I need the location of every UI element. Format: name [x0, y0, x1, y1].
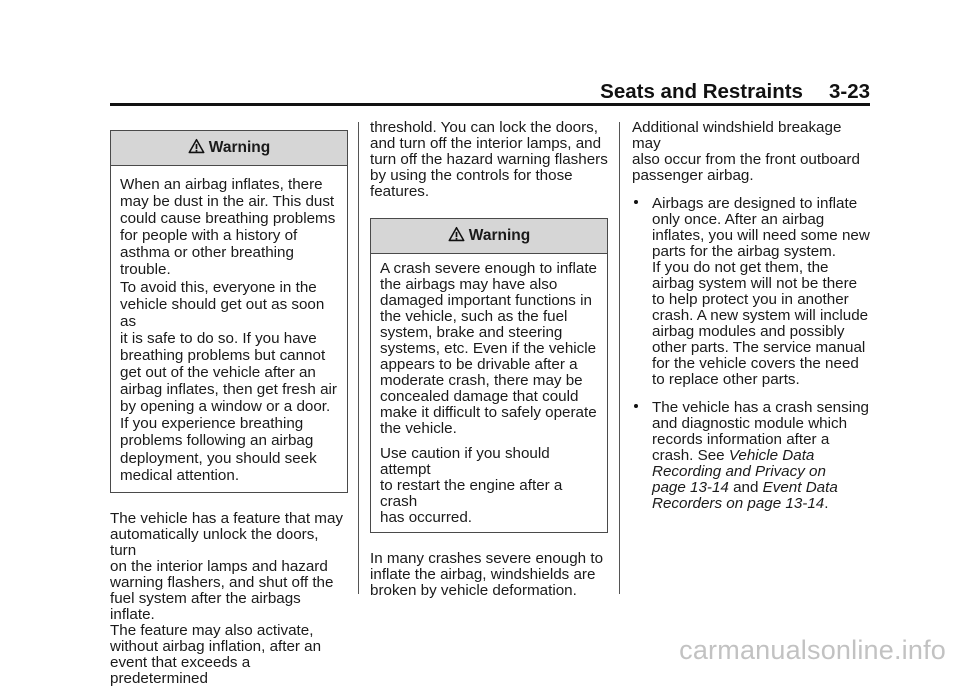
text-line: broken by vehicle deformation.: [370, 582, 577, 599]
text-line: Use caution if you should attempt: [380, 445, 550, 478]
warning-header: [371, 219, 607, 254]
text-line: moderate crash, there may be: [380, 372, 583, 389]
text-line: The vehicle has a crash sensing: [652, 399, 869, 416]
list-item: [632, 196, 872, 388]
text-line: breathing problems but cannot: [120, 346, 326, 364]
text-line: asthma or other breathing trouble.: [120, 244, 294, 279]
text-line: If you do not get them, the: [652, 259, 829, 276]
text-line: To avoid this, everyone in the: [120, 278, 317, 296]
text-line: features.: [370, 183, 430, 200]
text-line: systems, etc. Even if the vehicle: [380, 340, 597, 357]
text-line: The feature may also activate,: [110, 621, 314, 639]
text-line: airbag system will not be there: [652, 275, 858, 292]
header-rule: [110, 103, 870, 106]
text-line: on the interior lamps and hazard: [110, 557, 328, 575]
text-line: passenger airbag.: [632, 167, 754, 184]
column-divider-2: [619, 122, 620, 594]
cross-reference-link[interactable]: Recorders on page 13-14: [652, 495, 825, 512]
warning-text: [120, 176, 337, 484]
paragraph-auto-unlock: [110, 511, 348, 687]
warning-icon: [188, 138, 205, 155]
column-2: [370, 120, 610, 599]
warning-box-dust: [110, 130, 348, 493]
paragraph-threshold: [370, 120, 610, 200]
page-number: 3-23: [828, 80, 870, 103]
cross-reference-link[interactable]: Event Data: [762, 479, 838, 496]
text-line: vehicle should get out as soon as: [120, 295, 325, 330]
warning-box-crash: [370, 218, 608, 533]
text-line: records information after a: [652, 431, 830, 448]
text-line: airbag inflates, then get fresh air: [120, 381, 337, 399]
text-line: Additional windshield breakage may: [632, 119, 842, 152]
text-line: the vehicle, such as the fuel: [380, 308, 568, 325]
text-line: fuel system after the airbags inflate.: [110, 589, 301, 623]
warning-heading: Warning: [208, 139, 271, 156]
text-line: to help protect you in another: [652, 291, 849, 308]
text-line: by using the controls for those: [370, 167, 573, 184]
section-title: Seats and Restraints: [600, 80, 803, 103]
page-header: [110, 80, 870, 104]
warning-text-1: [380, 261, 597, 437]
text-line: appears to be drivable after a: [380, 356, 578, 373]
text-line: may be dust in the air. This dust: [120, 193, 335, 211]
text-line: for the vehicle covers the need: [652, 355, 859, 372]
list-item: [632, 400, 872, 512]
text-line: also occur from the front outboard: [632, 151, 860, 168]
text-line: damaged important functions in: [380, 292, 592, 309]
text-line: Airbags are designed to inflate: [652, 195, 858, 212]
text-line: event that exceeds a predetermined: [110, 653, 251, 687]
text-line: has occurred.: [380, 509, 473, 526]
text-line: A crash severe enough to inflate: [380, 260, 597, 277]
bullet-list: [632, 196, 872, 512]
text-line: concealed damage that could: [380, 388, 579, 405]
text-line: by opening a window or a door.: [120, 398, 331, 416]
text-segment: crash. See: [652, 447, 729, 464]
text-line: If you experience breathing: [120, 415, 304, 433]
cross-reference-link[interactable]: Recording and Privacy on: [652, 463, 826, 480]
warning-body: [371, 254, 607, 532]
column-1: [110, 120, 348, 687]
column-divider-1: [358, 122, 359, 594]
text-line: the airbags may have also: [380, 276, 558, 293]
watermark: carmanualsonline.info: [679, 635, 946, 665]
text-line: to replace other parts.: [652, 371, 800, 388]
text-line: could cause breathing problems: [120, 210, 336, 228]
cross-reference-link[interactable]: Vehicle Data: [728, 447, 815, 464]
text-line: and turn off the interior lamps, and: [370, 135, 602, 152]
text-line: warning flashers, and shut off the: [110, 573, 334, 591]
paragraph-windshield: [370, 551, 610, 599]
warning-icon: [448, 226, 465, 243]
text-line: other parts. The service manual: [652, 339, 866, 356]
text-line: When an airbag inflates, there: [120, 176, 323, 193]
text-line: make it difficult to safely operate: [380, 404, 597, 421]
text-line: inflates, you will need some new: [652, 227, 870, 244]
text-line: get out of the vehicle after an: [120, 364, 316, 382]
warning-body: [111, 166, 347, 492]
warning-heading: Warning: [468, 227, 531, 244]
text-line: airbag modules and possibly: [652, 323, 845, 340]
cross-reference-link[interactable]: page 13-14: [652, 479, 729, 496]
text-line: medical attention.: [120, 466, 240, 484]
text-line: turn off the hazard warning flashers: [370, 151, 608, 168]
text-line: automatically unlock the doors, turn: [110, 525, 319, 559]
text-line: problems following an airbag: [120, 432, 314, 450]
text-line: system, brake and steering: [380, 324, 563, 341]
text-line: to restart the engine after a crash: [380, 477, 563, 510]
text-line: deployment, you should seek: [120, 449, 317, 467]
text-line: inflate the airbag, windshields are: [370, 566, 596, 583]
text-line: The vehicle has a feature that may: [110, 509, 344, 527]
text-line: without airbag inflation, after an: [110, 637, 322, 655]
text-segment: .: [824, 495, 829, 512]
column-3: [632, 120, 872, 512]
text-line: threshold. You can lock the doors,: [370, 119, 598, 136]
text-line: In many crashes severe enough to: [370, 550, 604, 567]
text-line: and diagnostic module which: [652, 415, 848, 432]
warning-text-2: [380, 446, 597, 526]
text-line: crash. A new system will include: [652, 307, 869, 324]
paragraph-windshield-breakage: [632, 120, 872, 184]
warning-header: [111, 131, 347, 166]
text-line: parts for the airbag system.: [652, 243, 837, 260]
text-line: it is safe to do so. If you have: [120, 329, 317, 347]
text-line: the vehicle.: [380, 420, 457, 437]
text-line: for people with a history of: [120, 227, 298, 245]
text-line: only once. After an airbag: [652, 211, 825, 228]
text-segment: and: [728, 479, 763, 496]
